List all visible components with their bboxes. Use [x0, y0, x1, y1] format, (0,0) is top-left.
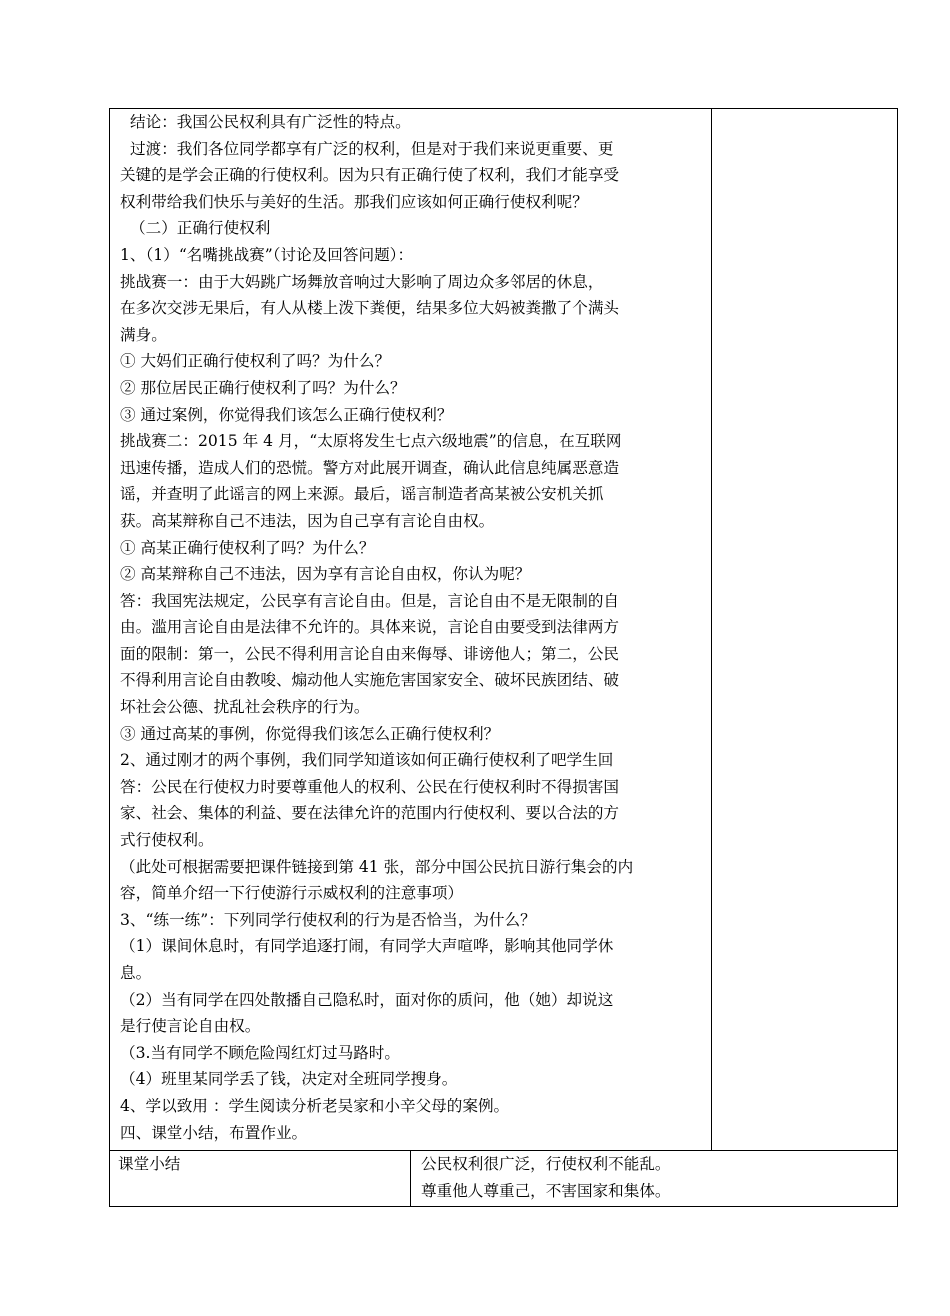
content-line: 答：公民在行使权力时要尊重他人的权利、公民在行使权利时不得损害国 — [120, 777, 620, 796]
notes-cell — [712, 109, 898, 1151]
content-line: 满身。 — [120, 325, 167, 344]
content-line: （二）正确行使权利 — [130, 219, 271, 238]
summary-label-cell — [110, 1151, 411, 1207]
content-line: ① 高某正确行使权利了吗？为什么？ — [120, 538, 375, 557]
content-line: 2、通过刚才的两个事例，我们同学知道该如何正确行使权利了吧学生回 — [120, 751, 614, 770]
teaching-content-lines — [120, 109, 705, 1146]
summary-content-cell — [411, 1151, 898, 1207]
content-line: 权利带给我们快乐与美好的生活。那我们应该如何正确行使权利呢？ — [120, 192, 588, 211]
summary-line-1: 公民权利很广泛，行使权利不能乱。 — [421, 1155, 671, 1173]
content-line: （1）课间休息时，有同学追逐打闹，有同学大声喧哗，影响其他同学休 — [120, 937, 614, 956]
content-line: 挑战赛一：由于大妈跳广场舞放音响过大影响了周边众多邻居的休息， — [120, 272, 604, 291]
content-line: ② 高某辩称自己不违法，因为享有言论自由权，你认为呢？ — [120, 565, 531, 584]
summary-line-2: 尊重他人尊重己，不害国家和集体。 — [421, 1182, 671, 1200]
content-line: 谣，并查明了此谣言的网上来源。最后，谣言制造者高某被公安机关抓 — [120, 485, 604, 504]
content-line: 息。 — [120, 964, 152, 982]
content-line: 结论：我国公民权利具有广泛性的特点。 — [130, 113, 411, 131]
content-line: （2）当有同学在四处散播自己隐私时，面对你的质问，他（她）却说这 — [120, 990, 614, 1009]
summary-label: 课堂小结 — [118, 1155, 181, 1173]
content-line: 关键的是学会正确的行使权利。因为只有正确行使了权利，我们才能享受 — [120, 166, 620, 185]
content-line: 是行使言论自由权。 — [120, 1017, 261, 1036]
content-line: 挑战赛二：2015 年 4 月，“太原将发生七点六级地震”的信息，在互联网 — [120, 432, 622, 451]
content-line: （4）班里某同学丢了钱，决定对全班同学搜身。 — [120, 1070, 458, 1089]
content-line: （3.当有同学不顾危险闯红灯过马路时。 — [120, 1043, 400, 1062]
content-line: 过渡：我们各位同学都享有广泛的权利，但是对于我们来说更重要、更 — [130, 139, 614, 158]
lesson-plan-table — [109, 108, 898, 1207]
content-line: 式行使权利。 — [120, 831, 214, 850]
content-line: 4、学以致用 ：学生阅读分析老吴家和小辛父母的案例。 — [120, 1096, 510, 1115]
content-line: 答：我国宪法规定，公民享有言论自由。但是，言论自由不是无限制的自 — [120, 591, 620, 610]
content-line: 面的限制：第一，公民不得利用言论自由来侮辱、诽谤他人；第二，公民 — [120, 644, 620, 663]
content-line: （此处可根据需要把课件链接到第 41 张，部分中国公民抗日游行集会的内 — [120, 857, 634, 876]
content-line: 坏社会公德、扰乱社会秩序的行为。 — [120, 698, 370, 717]
teaching-content-cell — [110, 109, 712, 1151]
content-line: 家、社会、集体的利益、要在法律允许的范围内行使权利、要以合法的方 — [120, 804, 620, 823]
content-line: 3、“练一练”：下列同学行使权利的行为是否恰当，为什么？ — [120, 910, 536, 929]
summary-row — [110, 1151, 898, 1207]
content-line: 迅速传播，造成人们的恐慌。警方对此展开调查，确认此信息纯属恶意造 — [120, 458, 620, 477]
content-line: 1、（1）“名嘴挑战赛”（讨论及回答问题）： — [120, 245, 414, 264]
content-line: 不得利用言论自由教唆、煽动他人实施危害国家安全、破坏民族团结、破 — [120, 671, 620, 690]
content-line: 四、课堂小结，布置作业。 — [120, 1123, 308, 1142]
content-line: 在多次交涉无果后，有人从楼上泼下粪便，结果多位大妈被粪撒了个满头 — [120, 299, 620, 318]
content-line: 获。高某辩称自己不违法，因为自己享有言论自由权。 — [120, 511, 495, 530]
content-line: 容，简单介绍一下行使游行示威权利的注意事项） — [120, 884, 464, 903]
content-line: ② 那位居民正确行使权利了吗？为什么？ — [120, 378, 406, 397]
content-line: ① 大妈们正确行使权利了吗？为什么？ — [120, 352, 391, 371]
content-line: 由。滥用言论自由是法律不允许的。具体来说，言论自由要受到法律两方 — [120, 618, 620, 637]
content-line: ③ 通过高某的事例，你觉得我们该怎么正确行使权利？ — [120, 724, 500, 743]
main-row — [110, 109, 898, 1151]
content-line: ③ 通过案例，你觉得我们该怎么正确行使权利？ — [120, 405, 453, 424]
